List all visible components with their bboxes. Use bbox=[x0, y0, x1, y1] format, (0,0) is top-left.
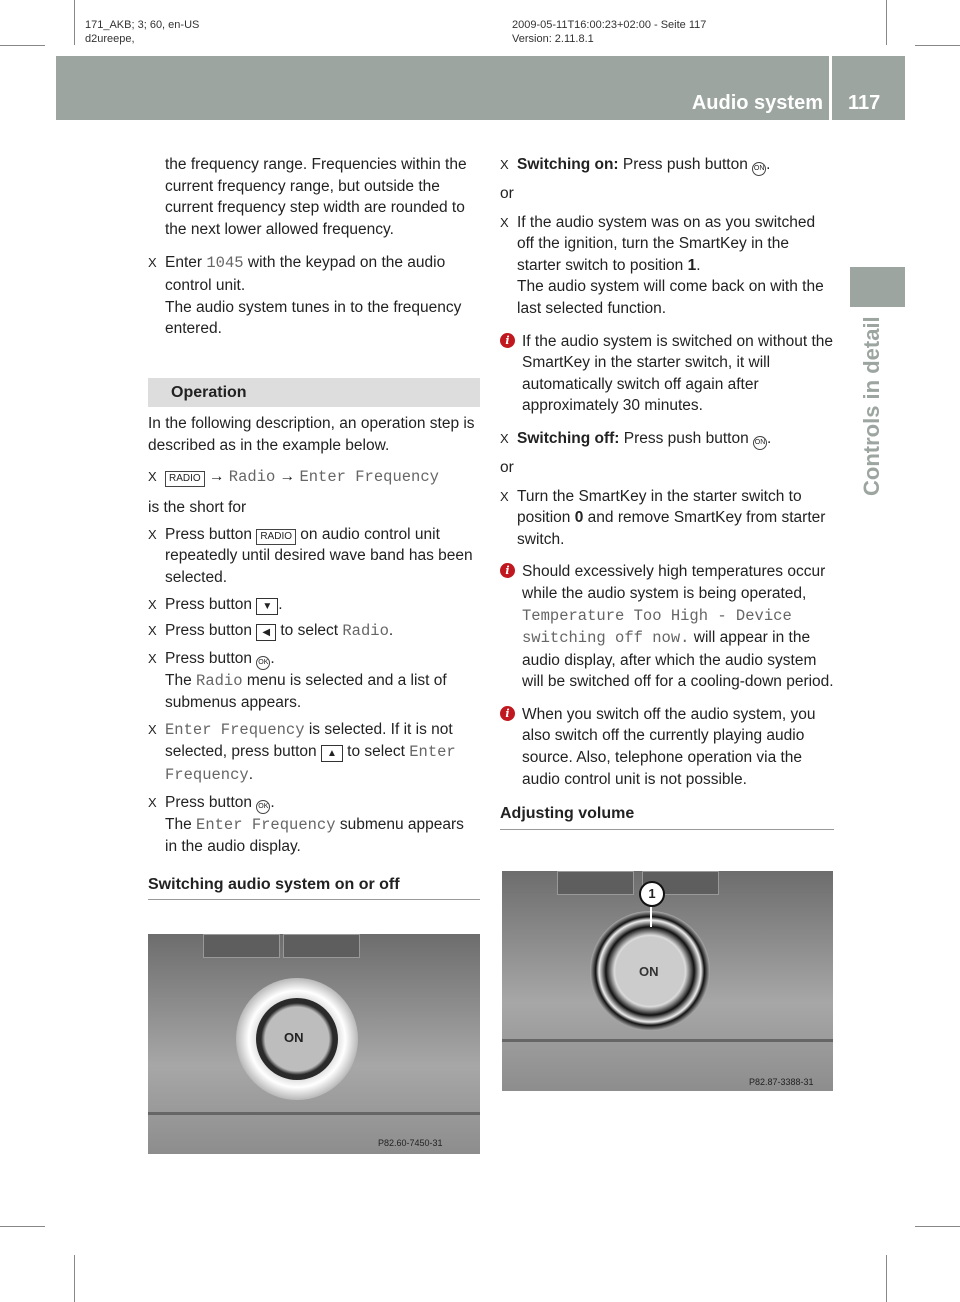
down-key-icon: ▼ bbox=[256, 598, 278, 615]
crop-mark bbox=[0, 1226, 45, 1227]
on-button-icon: ON bbox=[753, 436, 767, 450]
volume-knob-photo bbox=[502, 871, 833, 1091]
figure-ref: P82.60-7450-31 bbox=[378, 1138, 443, 1148]
arrow-marker-icon: X bbox=[500, 430, 509, 446]
step: X Press button OK . The Enter Frequency submenu appears in the audio display. bbox=[148, 793, 464, 856]
section-heading: Operation bbox=[148, 378, 480, 408]
figure-ref: P82.87-3388-31 bbox=[749, 1077, 814, 1087]
crop-mark bbox=[915, 45, 960, 46]
step: X If the audio system was on as you switched off the ignition, turn the SmartKey in the starter switch to position 1. The audio system will come back on with the last selected function. bbox=[500, 213, 824, 317]
paragraph: is the short for bbox=[148, 499, 247, 517]
arrow-marker-icon: X bbox=[500, 488, 509, 504]
step: X Switching off: Press push button ON . bbox=[500, 428, 834, 450]
arrow-marker-icon: X bbox=[148, 596, 157, 612]
section-title: Audio system bbox=[691, 92, 823, 114]
meta-line: Version: 2.11.8.1 bbox=[512, 33, 594, 45]
callout-line bbox=[650, 907, 652, 927]
paragraph: the frequency range. Frequencies within the current frequency range, but outside the current frequency step width are rounded to the next lower allowed frequency. bbox=[165, 156, 467, 238]
skip-back-icon bbox=[203, 934, 280, 958]
arrow-marker-icon: X bbox=[500, 157, 509, 172]
crop-mark bbox=[74, 0, 75, 45]
meta-line: d2ureepe, bbox=[85, 33, 135, 45]
info-note: i If the audio system is switched on without the SmartKey in the starter switch, it will automatically switch off again after approximately 30 minutes. bbox=[500, 331, 834, 417]
ok-button-icon: OK bbox=[256, 656, 270, 670]
radio-key-icon: RADIO bbox=[256, 529, 296, 545]
step: X Switching on: Press push button ON . bbox=[500, 154, 834, 176]
ok-button-icon: OK bbox=[256, 800, 270, 814]
step: X Press button ◀ to select Radio. bbox=[148, 622, 394, 641]
on-button-icon: ON bbox=[752, 162, 766, 176]
chapter-label: Controls in detail bbox=[859, 316, 884, 496]
skip-back-icon bbox=[557, 871, 634, 895]
paragraph: or bbox=[500, 458, 514, 476]
step: X Enter Frequency is selected. If it is not selected, press button ▲ to select Enter Frequency. bbox=[148, 720, 456, 785]
crop-mark bbox=[886, 1255, 887, 1302]
meta-line: 2009-05-11T16:00:23+02:00 - Seite 117 bbox=[512, 19, 707, 31]
header-divider bbox=[829, 56, 832, 120]
arrow-marker-icon: X bbox=[500, 214, 509, 230]
on-off-button-photo bbox=[148, 934, 480, 1154]
arrow-marker-icon: X bbox=[148, 526, 157, 542]
right-column bbox=[500, 154, 834, 830]
up-key-icon: ▲ bbox=[321, 745, 343, 762]
arrow-marker-icon: X bbox=[148, 721, 157, 737]
arrow-marker-icon: X bbox=[148, 650, 157, 666]
info-icon: i bbox=[500, 563, 515, 578]
crop-mark bbox=[886, 0, 887, 45]
side-tab bbox=[850, 267, 905, 307]
skip-forward-icon bbox=[283, 934, 360, 958]
panel-edge bbox=[502, 1039, 833, 1042]
crop-mark bbox=[74, 1255, 75, 1302]
left-column bbox=[148, 154, 480, 900]
radio-key-icon: RADIO bbox=[165, 471, 205, 487]
on-label: ON bbox=[639, 964, 659, 979]
crop-mark bbox=[915, 1226, 960, 1227]
crop-mark bbox=[0, 45, 45, 46]
arrow-marker-icon: X bbox=[148, 623, 157, 639]
info-note: i Should excessively high temperatures occur while the audio system is being operated, Temperature Too High - Device switching off now. will appear in the audio display, after which the audio system will be switched off for a cooling-down period. bbox=[500, 561, 834, 693]
subheading: Adjusting volume bbox=[500, 803, 834, 830]
paragraph: or bbox=[500, 185, 514, 202]
print-meta-right bbox=[512, 18, 706, 46]
arrow-marker-icon: X bbox=[148, 794, 157, 810]
step: X Press button OK . The Radio menu is selected and a list of submenus appears. bbox=[148, 649, 447, 712]
meta-line: 171_AKB; 3; 60, en-US bbox=[85, 19, 200, 31]
step: X Press button ▼ . bbox=[148, 594, 480, 616]
paragraph: In the following description, an operation step is described as in the example below. bbox=[148, 415, 475, 454]
left-key-icon: ◀ bbox=[256, 624, 276, 641]
info-icon: i bbox=[500, 706, 515, 721]
print-meta-left bbox=[85, 18, 199, 46]
arrow-marker-icon: X bbox=[148, 468, 157, 484]
step: X Turn the SmartKey in the starter switch to position 0 and remove SmartKey from starter switch. bbox=[500, 487, 826, 548]
page-number: 117 bbox=[848, 92, 881, 114]
info-note: i When you switch off the audio system, you also switch off the currently playing audio source. Also, telephone operation via the audio control unit is not possible. bbox=[500, 704, 834, 790]
arrow-marker-icon: X bbox=[148, 255, 157, 271]
code-text: 1045 bbox=[206, 254, 244, 273]
info-icon: i bbox=[500, 333, 515, 348]
subheading: Switching audio system on or off bbox=[148, 874, 480, 901]
step: X RADIO → Radio → Enter Frequency bbox=[148, 467, 439, 486]
on-label: ON bbox=[284, 1030, 304, 1045]
callout-marker: 1 bbox=[639, 881, 665, 907]
step: X Press button RADIO on audio control unit repeatedly until desired wave band has been selected. bbox=[148, 525, 473, 586]
panel-edge bbox=[148, 1112, 480, 1115]
step: X Enter 1045 with the keypad on the audio control unit. The audio system tunes in to the frequency entered. bbox=[148, 254, 462, 338]
